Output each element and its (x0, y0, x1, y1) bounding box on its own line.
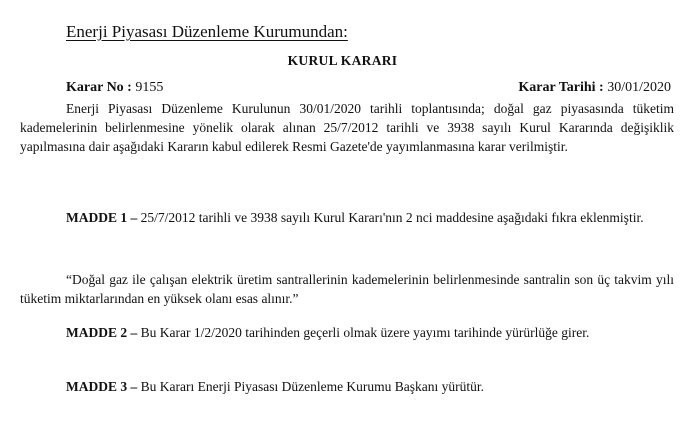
article-2-label: MADDE 2 – (66, 325, 138, 340)
quoted-paragraph: “Doğal gaz ile çalışan elektrik üretim santrallerinin kademelerinin belirlenmesinde santralin son üç takvim yılı tüketim miktarlarından en yüksek olanı esas alınır.” (20, 272, 674, 306)
article-1-text: 25/7/2012 tarihli ve 3938 sayılı Kurul Kararı'nın 2 nci maddesine aşağıdaki fıkra eklenmiştir. (140, 210, 644, 225)
document-title: KURUL KARARI (287, 53, 398, 68)
institution-heading: Enerji Piyasası Düzenleme Kurumundan: (66, 22, 348, 41)
article-3-label: MADDE 3 – (66, 379, 138, 394)
article-2 (20, 323, 674, 342)
decision-date-value: 30/01/2020 (607, 80, 671, 95)
article-1-label: MADDE 1 – (66, 210, 138, 225)
article-1 (20, 208, 674, 227)
decision-number (66, 80, 163, 96)
article-3 (20, 377, 674, 396)
intro-paragraph: Enerji Piyasası Düzenleme Kurulunun 30/01/2020 tarihli toplantısında; doğal gaz piyasasında tüketim kademelerinin belirlenmesine yönelik olarak alınan 25/7/2012 tarihli ve 3938 sayılı Kurul Kararında değişiklik yapılmasına dair aşağıdaki Kararın kabul edilerek Resmi Gazete'de yayımlanmasına karar verilmiştir. (20, 101, 674, 154)
decision-date (518, 80, 671, 96)
article-3-text: Bu Kararı Enerji Piyasası Düzenleme Kurumu Başkanı yürütür. (140, 379, 485, 394)
decision-date-label: Karar Tarihi : (518, 80, 604, 95)
article-2-text: Bu Karar 1/2/2020 tarihinden geçerli olmak üzere yayımı tarihinde yürürlüğe girer. (140, 325, 590, 340)
decision-number-label: Karar No : (66, 80, 132, 95)
decision-number-value: 9155 (135, 80, 164, 95)
